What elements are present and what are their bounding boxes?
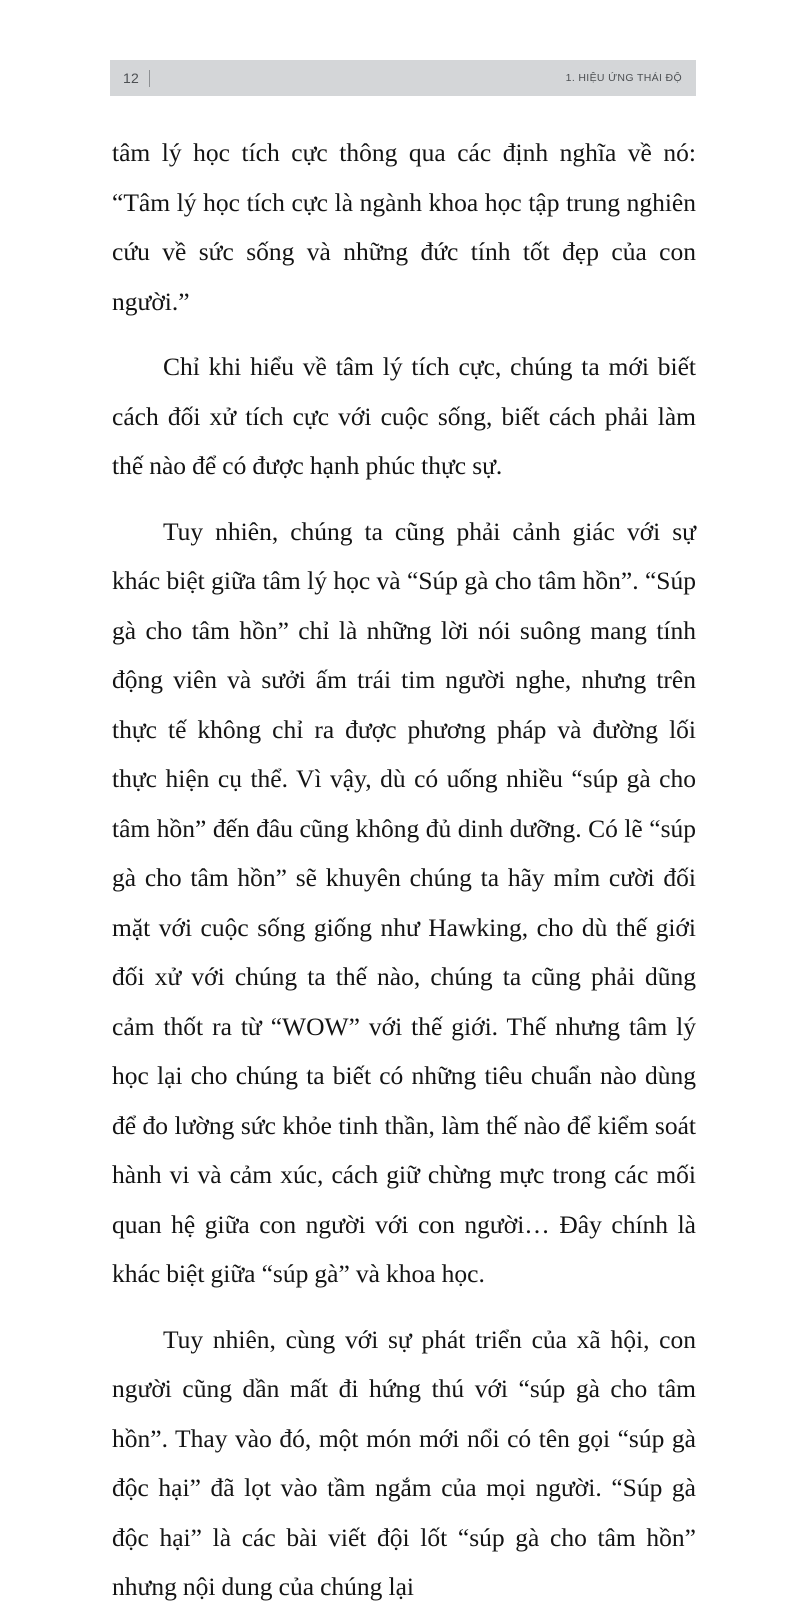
paragraph: Tuy nhiên, cùng với sự phát triển của xã hội, con người cũng dần mất đi hứng thú với “súp gà cho tâm hồn”. Thay vào đó, một món mới nổi có tên gọi “súp gà độc hại” đã lọt vào tầm ngắm của mọi người. “Súp gà độc hại” là các bài viết đội lốt “súp gà cho tâm hồn” nhưng nội dung của chúng lại	[112, 1324, 696, 1601]
page-number: 12	[123, 70, 139, 86]
folio-group	[123, 70, 150, 87]
body-text-block	[112, 128, 696, 1612]
running-header	[110, 60, 696, 96]
paragraph: Tuy nhiên, chúng ta cũng phải cảnh giác với sự khác biệt giữa tâm lý học và “Súp gà cho tâm hồn”. “Súp gà cho tâm hồn” chỉ là những lời nói suông mang tính động viên và sưởi ấm trái tim người nghe, nhưng trên thực tế không chỉ ra được phương pháp và đường lối thực hiện cụ thể. Vì vậy, dù có uống nhiều “súp gà cho tâm hồn” đến đâu cũng không đủ dinh dưỡng. Có lẽ “súp gà cho tâm hồn” sẽ khuyên chúng ta hãy mỉm cười đối mặt với cuộc sống giống như Hawking, cho dù thế giới đối xử với chúng ta thế nào, chúng ta cũng phải dũng cảm thốt ra từ “WOW” với thế giới. Thế nhưng tâm lý học lại cho chúng ta biết có những tiêu chuẩn nào dùng để đo lường sức khỏe tinh thần, làm thế nào để kiểm soát hành vi và cảm xúc, cách giữ chừng mực trong các mối quan hệ giữa con người với con người… Đây chính là khác biệt giữa “súp gà” và khoa học.	[112, 516, 696, 1288]
paragraph: Chỉ khi hiểu về tâm lý tích cực, chúng ta mới biết cách đối xử tích cực với cuộc sống, biết cách phải làm thế nào để có được hạnh phúc thực sự.	[112, 352, 696, 480]
folio-divider	[149, 70, 150, 87]
paragraph: tâm lý học tích cực thông qua các định nghĩa về nó: “Tâm lý học tích cực là ngành khoa học tập trung nghiên cứu về sức sống và những đức tính tốt đẹp của con người.”	[112, 138, 696, 316]
chapter-running-title: 1. HIỆU ỨNG THÁI ĐỘ	[565, 71, 682, 84]
